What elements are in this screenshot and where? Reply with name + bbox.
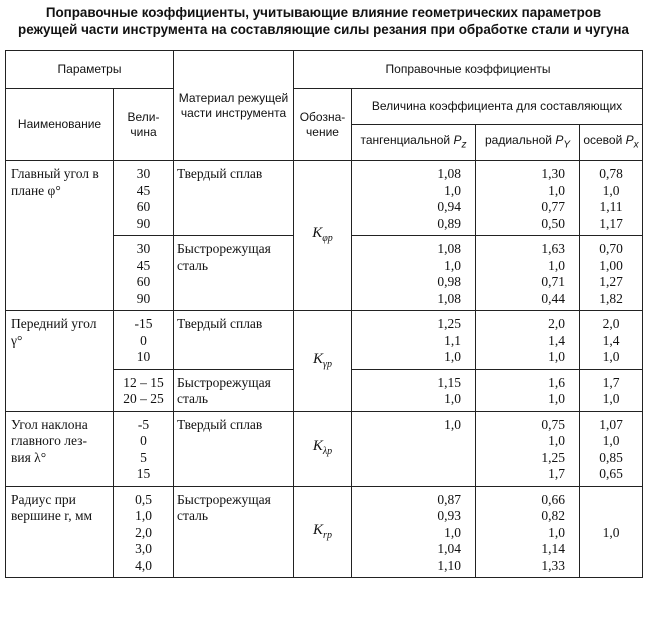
value-cell: 12 – 15 20 – 25	[114, 369, 174, 411]
table-row	[6, 311, 643, 370]
px-cell: 1,0	[580, 486, 643, 578]
table-row	[6, 411, 643, 486]
material-cell: Быстрорежущая сталь	[174, 236, 294, 311]
material-cell: Твердый сплав	[174, 411, 294, 486]
header-tangential: тангенциальной $P_z$	[352, 125, 476, 161]
table-row	[6, 161, 643, 236]
param-cell: Угол наклона главного лез- вия λ°	[6, 411, 114, 486]
header-material: Материал режущей части инструмента	[174, 51, 294, 161]
px-cell: 1,07 1,0 0,85 0,65	[580, 411, 643, 486]
px-cell: 0,78 1,0 1,11 1,17	[580, 161, 643, 236]
pz-cell: 0,87 0,93 1,0 1,04 1,10	[352, 486, 476, 578]
pz-cell: 1,08 1,0 0,98 1,08	[352, 236, 476, 311]
header-coefficients: Поправочные коэффициенты	[294, 51, 643, 89]
px-cell: 0,70 1,00 1,27 1,82	[580, 236, 643, 311]
designation-cell: $K_{\varphi p}$	[294, 161, 352, 311]
value-cell: -5 0 5 15	[114, 411, 174, 486]
px-cell: 2,0 1,4 1,0	[580, 311, 643, 370]
param-cell: Передний угол γ°	[6, 311, 114, 412]
material-cell: Быстрорежущая сталь	[174, 486, 294, 578]
param-cell: Радиус при вершине r, мм	[6, 486, 114, 578]
table-row	[6, 486, 643, 578]
header-params: Параметры	[6, 51, 174, 89]
header-coef-value: Величина коэффициента для составляющих	[352, 89, 643, 125]
designation-cell: $K_{\gamma p}$	[294, 311, 352, 412]
material-cell: Быстрорежущая сталь	[174, 369, 294, 411]
py-cell: 0,75 1,0 1,25 1,7	[476, 411, 580, 486]
designation-cell: $K_{rp}$	[294, 486, 352, 578]
header-axial: осевой $P_x$	[580, 125, 643, 161]
correction-coefficients-table	[5, 50, 643, 578]
header-radial: радиальной $P_Y$	[476, 125, 580, 161]
value-cell: 30 45 60 90	[114, 161, 174, 236]
header-name: Наименование	[6, 89, 114, 161]
material-cell: Твердый сплав	[174, 311, 294, 370]
value-cell: 0,5 1,0 2,0 3,0 4,0	[114, 486, 174, 578]
material-cell: Твердый сплав	[174, 161, 294, 236]
title-line-2: режущей части инструмента на составляющие силы резания при обработке стали и чугуна	[18, 22, 629, 37]
table-title	[0, 4, 647, 38]
pz-cell: 1,25 1,1 1,0	[352, 311, 476, 370]
pz-cell: 1,15 1,0	[352, 369, 476, 411]
pz-cell: 1,08 1,0 0,94 0,89	[352, 161, 476, 236]
px-cell: 1,7 1,0	[580, 369, 643, 411]
py-cell: 0,66 0,82 1,0 1,14 1,33	[476, 486, 580, 578]
header-designation: Обозна- чение	[294, 89, 352, 161]
pz-cell: 1,0	[352, 411, 476, 486]
param-cell: Главный угол в плане φ°	[6, 161, 114, 311]
designation-cell: $K_{\lambda p}$	[294, 411, 352, 486]
py-cell: 1,63 1,0 0,71 0,44	[476, 236, 580, 311]
value-cell: 30 45 60 90	[114, 236, 174, 311]
py-cell: 1,30 1,0 0,77 0,50	[476, 161, 580, 236]
header-value: Вели- чина	[114, 89, 174, 161]
py-cell: 2,0 1,4 1,0	[476, 311, 580, 370]
title-line-1: Поправочные коэффициенты, учитывающие влияние геометрических параметров	[45, 5, 602, 20]
value-cell: -15 0 10	[114, 311, 174, 370]
py-cell: 1,6 1,0	[476, 369, 580, 411]
